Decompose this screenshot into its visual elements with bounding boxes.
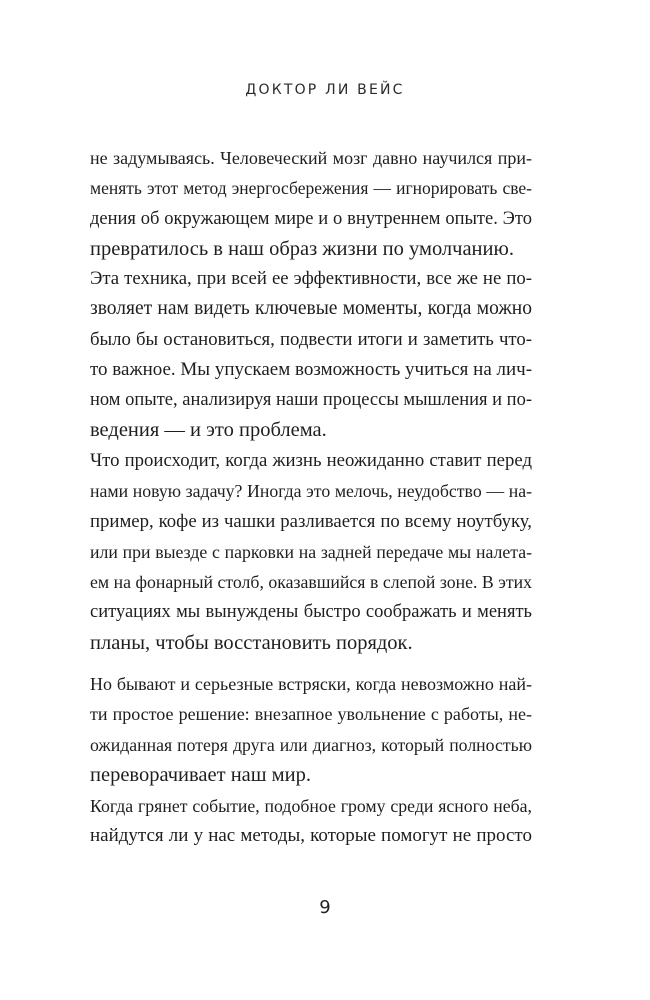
text-line: ситуациях мы вынуждены быстро соображать и менять bbox=[90, 602, 532, 623]
text-line: нами новую задачу? Иногда это мелочь, неудобство — на- bbox=[90, 481, 532, 502]
text-line: не задумываясь. Человеческий мозг давно научился при- bbox=[90, 148, 532, 168]
paragraph bbox=[90, 669, 532, 790]
text-line: планы, чтобы восстановить порядок. bbox=[90, 631, 413, 654]
text-line: Что происходит, когда жизнь неожиданно ставит перед bbox=[90, 450, 532, 471]
paragraph bbox=[90, 264, 532, 446]
text-line: или при выезде с парковки на задней передаче мы налета- bbox=[90, 541, 532, 562]
text-line: дения об окружающем мире и о внутреннем опыте. Это bbox=[90, 208, 532, 229]
text-line: превратилось в наш образ жизни по умолчанию. bbox=[90, 237, 514, 260]
text-line: пример, кофе из чашки разливается по всему ноутбуку, bbox=[90, 510, 532, 532]
page-number: 9 bbox=[319, 897, 331, 918]
text-line: ожиданная потеря друга или диагноз, который полностью bbox=[90, 734, 532, 755]
paragraph bbox=[90, 446, 532, 658]
text-line: Когда грянет событие, подобное грому среди ясного неба, bbox=[90, 796, 532, 816]
text-line: найдутся ли у нас методы, которые помогут не просто bbox=[90, 825, 532, 847]
text-line: было бы остановиться, подвести итоги и заметить что- bbox=[90, 328, 532, 350]
text-line: Но бывают и серьезные встряски, когда невозможно най- bbox=[90, 674, 532, 694]
text-line: Эта техника, при всей ее эффективности, все же не по- bbox=[90, 268, 532, 289]
text-line: ведения — и это проблема. bbox=[90, 419, 327, 442]
text-line: переворачивает наш мир. bbox=[90, 763, 312, 786]
text-line: ем на фонарный столб, оказавшийся в слепой зоне. В этих bbox=[90, 572, 532, 593]
text-line: менять этот метод энергосбережения — игнорировать све- bbox=[90, 178, 532, 199]
running-head: ДОКТОР ЛИ ВЕЙС bbox=[245, 82, 405, 98]
paragraph bbox=[90, 143, 532, 264]
paragraph bbox=[90, 791, 532, 852]
text-line: ти простое решение: внезапное увольнение с работы, не- bbox=[90, 704, 532, 725]
text-line: зволяет нам видеть ключевые моменты, когда можно bbox=[90, 298, 532, 320]
text-line: ном опыте, анализируя наши процессы мышления и по- bbox=[90, 390, 532, 411]
text-line: то важное. Мы упускаем возможность учиться на лич- bbox=[90, 358, 533, 380]
